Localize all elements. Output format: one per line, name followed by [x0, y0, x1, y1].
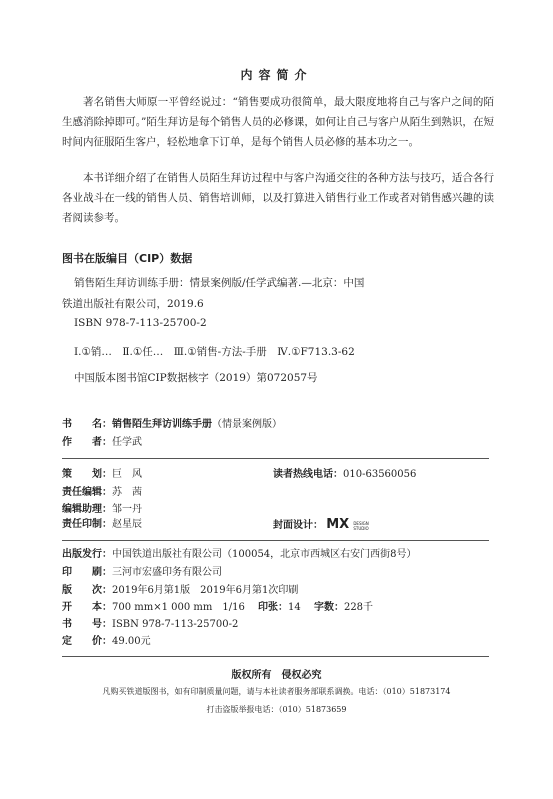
- book-subtitle: （情景案例版）: [212, 419, 282, 430]
- divider-middle: [62, 540, 489, 541]
- price-value: 49.00元: [112, 636, 151, 647]
- book-title-label: 书 名：: [62, 419, 112, 430]
- piracy-hotline: 打击盗版举报电话：（010）51873659: [206, 705, 347, 714]
- editor-row: [62, 486, 142, 500]
- isbn-value: ISBN 978-7-113-25700-2: [112, 619, 239, 630]
- cip-heading: 图书在版编目（CIP）数据: [62, 252, 193, 265]
- intro-paragraph-2: 本书详细介绍了在销售人员陌生拜访过程中与客户沟通交往的各种方法与技巧，适合各行各业战斗在一线的销售人员、销售培训师，以及打算进入销售行业工作或者对销售感兴趣的读者阅读参考。: [62, 172, 494, 224]
- cip-record-number: 中国版本图书馆CIP数据核字（2019）第072057号: [74, 372, 318, 384]
- planner-row: [62, 468, 142, 482]
- format-row: [62, 601, 373, 615]
- divider-bottom: [62, 656, 489, 657]
- editor-name: 苏 茜: [112, 487, 142, 498]
- cip-classification: Ⅰ.①销… Ⅱ.①任… Ⅲ.①销售-方法-手册 Ⅳ.①F713.3-62: [74, 346, 355, 358]
- logo-mark: MX: [326, 517, 350, 532]
- publisher-label: 出版发行：: [62, 549, 112, 560]
- planner-name: 巨 风: [112, 469, 142, 480]
- price-row: [62, 635, 151, 649]
- sheets-value: 14: [288, 602, 301, 613]
- isbn-row: [62, 618, 238, 632]
- publisher-row: [62, 548, 417, 562]
- price-label: 定 价：: [62, 636, 112, 647]
- cip-line-2: 铁道出版社有限公司，2019.6: [62, 298, 204, 310]
- printing-name: 赵星辰: [112, 519, 142, 530]
- design-studio-logo: [326, 518, 369, 533]
- edition-value: 2019年6月第1版 2019年6月第1次印刷: [112, 585, 299, 596]
- print-value: 三河市宏盛印务有限公司: [112, 567, 222, 578]
- sheets-label: 印张：: [258, 602, 289, 613]
- logo-subtext-1: DESIGN: [353, 520, 369, 526]
- assistant-name: 邹一丹: [112, 504, 142, 515]
- format-label: 开 本：: [62, 602, 112, 613]
- book-title: 销售陌生拜访训练手册: [112, 419, 212, 430]
- divider-top: [62, 458, 489, 459]
- hotline-label: 读者热线电话：: [273, 469, 343, 480]
- book-title-row: [62, 418, 282, 432]
- edition-row: [62, 584, 298, 598]
- hotline-row: [273, 468, 416, 482]
- hotline-number: 010-63560056: [343, 469, 417, 480]
- words-label: 字数：: [313, 602, 344, 613]
- assistant-row: [62, 503, 142, 517]
- assistant-label: 编辑助理：: [62, 504, 112, 515]
- words-value: 228千: [343, 602, 374, 613]
- cip-isbn: ISBN 978-7-113-25700-2: [74, 317, 207, 329]
- author-name: 任学武: [112, 437, 142, 448]
- print-label: 印 刷：: [62, 567, 112, 578]
- publisher-value: 中国铁道出版社有限公司（100054，北京市西城区右安门西街8号）: [112, 549, 417, 560]
- format-value: 700 mm×1 000 mm 1/16: [112, 602, 245, 613]
- cip-line-1: 销售陌生拜访训练手册：情景案例版/任学武编著.—北京：中国: [74, 277, 365, 289]
- edition-label: 版 次：: [62, 585, 112, 596]
- copyright-notice: 版权所有 侵权必究: [231, 670, 322, 681]
- cover-design-row: [273, 518, 369, 532]
- quality-notice: 凡购买铁道版图书，如有印制质量问题，请与本社读者服务部联系调换。电话：（010）51873174: [102, 687, 451, 696]
- editor-label: 责任编辑：: [62, 487, 112, 498]
- cover-design-label: 封面设计：: [273, 520, 323, 531]
- print-row: [62, 566, 222, 580]
- intro-paragraph-1: 著名销售大师原一平曾经说过：“销售要成功很简单，最大限度地将自己与客户之间的陌生感消除掉即可。”陌生拜访是每个销售人员的必修课，如何让自己与客户从陌生到熟识，在短时间内征服陌生客户，轻松地拿下订单，是每个销售人员必修的基本功之一。: [62, 96, 494, 148]
- logo-subtext-2: STUDIO: [353, 525, 369, 531]
- author-label: 作 者：: [62, 437, 112, 448]
- printing-row: [62, 518, 142, 532]
- printing-label: 责任印制：: [62, 519, 112, 530]
- intro-title: 内容简介: [240, 68, 313, 82]
- isbn-label: 书 号：: [62, 619, 112, 630]
- author-row: [62, 436, 142, 450]
- planner-label: 策 划：: [62, 469, 112, 480]
